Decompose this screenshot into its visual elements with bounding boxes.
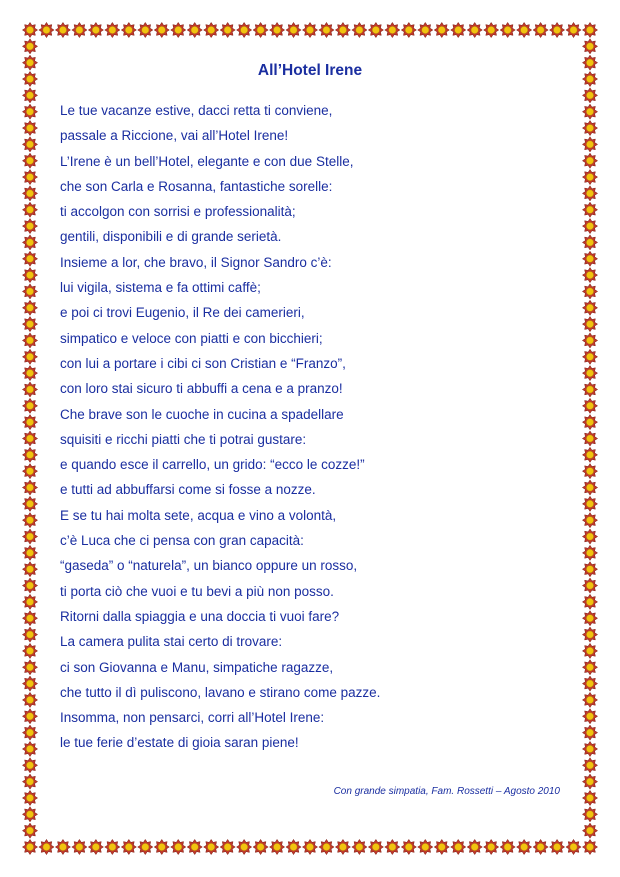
sun-icon xyxy=(582,758,597,773)
sun-icon xyxy=(582,823,597,838)
sun-icon xyxy=(55,839,70,854)
sun-icon xyxy=(286,22,301,37)
sun-icon xyxy=(467,839,482,854)
sun-icon xyxy=(22,153,37,168)
poem-line: e tutti ad abbuffarsi come si fosse a nozze. xyxy=(60,482,316,498)
sun-icon xyxy=(22,39,37,54)
sun-icon xyxy=(582,513,597,528)
sun-icon xyxy=(319,22,334,37)
sun-icon xyxy=(72,839,87,854)
sun-icon xyxy=(171,839,186,854)
sun-icon xyxy=(22,627,37,642)
sun-icon xyxy=(105,22,120,37)
sun-icon xyxy=(204,839,219,854)
sun-icon xyxy=(39,22,54,37)
sun-icon xyxy=(187,22,202,37)
sun-icon xyxy=(582,529,597,544)
sun-icon xyxy=(467,22,482,37)
sun-icon xyxy=(121,22,136,37)
sun-icon xyxy=(401,22,416,37)
sun-icon xyxy=(22,300,37,315)
sun-icon xyxy=(582,186,597,201)
sun-icon xyxy=(72,22,87,37)
poem-line: con loro stai sicuro ti abbuffi a cena e a pranzo! xyxy=(60,381,343,397)
sun-icon xyxy=(319,839,334,854)
sun-icon xyxy=(22,758,37,773)
poem-line: ci son Giovanna e Manu, simpatiche ragazze, xyxy=(60,659,334,675)
sun-icon xyxy=(269,839,284,854)
sun-icon xyxy=(566,22,581,37)
sun-icon xyxy=(582,88,597,103)
sun-icon xyxy=(22,839,37,854)
sun-icon xyxy=(582,709,597,724)
sun-icon xyxy=(582,153,597,168)
sun-icon xyxy=(302,22,317,37)
page-title: All’Hotel Irene xyxy=(257,62,363,79)
sun-icon xyxy=(500,839,515,854)
sun-icon xyxy=(484,839,499,854)
sun-icon xyxy=(302,839,317,854)
sun-icon xyxy=(22,464,37,479)
sun-icon xyxy=(582,366,597,381)
sun-icon xyxy=(418,22,433,37)
signature: Con grande simpatia, Fam. Rossetti – Agosto 2010 xyxy=(333,786,560,797)
sun-icon xyxy=(22,382,37,397)
sun-icon xyxy=(187,839,202,854)
poem-line: ti porta ciò che vuoi e tu bevi a più non posso. xyxy=(60,583,334,599)
poem-line: e quando esce il carrello, un grido: “ecco le cozze!” xyxy=(60,457,365,473)
sun-icon xyxy=(269,22,284,37)
sun-icon xyxy=(22,169,37,184)
sun-icon xyxy=(154,22,169,37)
sun-icon xyxy=(22,137,37,152)
sun-icon xyxy=(237,839,252,854)
sun-icon xyxy=(22,807,37,822)
sun-icon xyxy=(582,317,597,332)
poem-line: La camera pulita stai certo di trovare: xyxy=(60,634,283,650)
sun-icon xyxy=(22,594,37,609)
sun-icon xyxy=(154,839,169,854)
poem-line: e poi ci trovi Eugenio, il Re dei camerieri, xyxy=(60,305,305,321)
sun-icon xyxy=(368,839,383,854)
sun-icon xyxy=(22,643,37,658)
sun-icon xyxy=(582,496,597,511)
sun-icon xyxy=(582,39,597,54)
sun-icon xyxy=(105,839,120,854)
sun-icon xyxy=(582,774,597,789)
sun-icon xyxy=(352,22,367,37)
sun-icon xyxy=(434,839,449,854)
sun-icon xyxy=(22,235,37,250)
sun-icon xyxy=(22,562,37,577)
sun-icon xyxy=(22,496,37,511)
sun-icon xyxy=(22,480,37,495)
sun-icon xyxy=(582,611,597,626)
sun-icon xyxy=(22,513,37,528)
sun-icon xyxy=(22,529,37,544)
poem-line: Insieme a lor, che bravo, il Signor Sandro c’è: xyxy=(60,254,332,270)
sun-icon xyxy=(204,22,219,37)
sun-icon xyxy=(335,839,350,854)
sun-icon xyxy=(22,186,37,201)
sun-icon xyxy=(171,22,186,37)
poem-line: Ritorni dalla spiaggia e una doccia ti vuoi fare? xyxy=(60,608,340,624)
sun-icon xyxy=(582,725,597,740)
sun-icon xyxy=(582,415,597,430)
sun-icon xyxy=(220,839,235,854)
sun-icon xyxy=(533,839,548,854)
sun-icon xyxy=(582,578,597,593)
sun-icon xyxy=(220,22,235,37)
sun-icon xyxy=(22,251,37,266)
poem-line: Insomma, non pensarci, corri all’Hotel Irene: xyxy=(60,710,325,726)
sun-icon xyxy=(582,480,597,495)
poem-line: “gaseda” o “naturela”, un bianco oppure un rosso, xyxy=(60,558,358,574)
sun-icon xyxy=(418,839,433,854)
sun-icon xyxy=(549,22,564,37)
sun-icon xyxy=(566,839,581,854)
poem-line: E se tu hai molta sete, acqua e vino a volontà, xyxy=(60,507,337,523)
poem-line: Le tue vacanze estive, dacci retta ti conviene, xyxy=(60,103,333,118)
sun-icon xyxy=(517,22,532,37)
sun-icon xyxy=(88,22,103,37)
sun-icon xyxy=(582,692,597,707)
sun-icon xyxy=(22,415,37,430)
sun-icon xyxy=(582,22,597,37)
sun-icon xyxy=(22,268,37,283)
poem-line: c’è Luca che ci pensa con gran capacità: xyxy=(60,533,304,549)
sun-icon xyxy=(88,839,103,854)
sun-icon xyxy=(582,447,597,462)
sun-icon xyxy=(582,431,597,446)
sun-icon xyxy=(253,22,268,37)
sun-icon xyxy=(22,349,37,364)
sun-icon xyxy=(582,382,597,397)
sun-icon xyxy=(22,725,37,740)
sun-icon xyxy=(582,284,597,299)
sun-icon xyxy=(582,300,597,315)
poem-line: simpatico e veloce con piatti e con bicchieri; xyxy=(60,330,323,346)
sun-icon xyxy=(582,594,597,609)
sun-icon xyxy=(22,578,37,593)
sun-icon xyxy=(582,643,597,658)
sun-icon xyxy=(582,268,597,283)
sun-icon xyxy=(22,317,37,332)
poem-line: squisiti e ricchi piatti che ti potrai gustare: xyxy=(60,431,307,447)
sun-icon xyxy=(22,741,37,756)
sun-icon xyxy=(22,218,37,233)
sun-icon xyxy=(22,774,37,789)
sun-icon xyxy=(121,839,136,854)
sun-icon xyxy=(533,22,548,37)
sun-icon xyxy=(385,22,400,37)
poem-line: con lui a portare i cibi ci son Cristian e “Franzo”, xyxy=(60,355,346,371)
poem-line: gentili, disponibili e di grande serietà. xyxy=(60,229,282,245)
sun-icon xyxy=(368,22,383,37)
sun-icon xyxy=(582,218,597,233)
sun-icon xyxy=(582,790,597,805)
sun-icon xyxy=(22,333,37,348)
poem-line: che son Carla e Rosanna, fantastiche sorelle: xyxy=(60,178,333,194)
sun-icon xyxy=(22,676,37,691)
sun-icon xyxy=(582,562,597,577)
poem-line: lui vigila, sistema e fa ottimi caffè; xyxy=(60,280,261,296)
sun-icon xyxy=(582,104,597,119)
sun-icon xyxy=(582,464,597,479)
sun-icon xyxy=(582,839,597,854)
sun-icon xyxy=(22,545,37,560)
sun-icon xyxy=(385,839,400,854)
poem-body xyxy=(60,98,560,756)
poem-line: ti accolgon con sorrisi e professionalità; xyxy=(60,204,296,220)
sun-icon xyxy=(582,169,597,184)
sun-icon xyxy=(582,202,597,217)
sun-icon xyxy=(582,676,597,691)
sun-icon xyxy=(451,839,466,854)
sun-icon xyxy=(517,839,532,854)
sun-icon xyxy=(55,22,70,37)
sun-icon xyxy=(138,839,153,854)
sun-icon xyxy=(401,839,416,854)
sun-icon xyxy=(582,545,597,560)
sun-icon xyxy=(22,284,37,299)
sun-icon xyxy=(582,741,597,756)
sun-icon xyxy=(22,660,37,675)
sun-icon xyxy=(22,88,37,103)
sun-icon xyxy=(22,120,37,135)
sun-icon xyxy=(582,627,597,642)
poem-line: Che brave son le cuoche in cucina a spadellare xyxy=(60,406,344,422)
sun-icon xyxy=(22,447,37,462)
sun-icon xyxy=(22,692,37,707)
poem-line: passale a Riccione, vai all’Hotel Irene! xyxy=(60,128,289,144)
sun-icon xyxy=(22,790,37,805)
sun-icon xyxy=(22,709,37,724)
sun-icon xyxy=(434,22,449,37)
sun-icon xyxy=(237,22,252,37)
sun-icon xyxy=(352,839,367,854)
poem-line: le tue ferie d’estate di gioia saran piene! xyxy=(60,735,299,751)
sun-icon xyxy=(253,839,268,854)
sun-icon xyxy=(582,120,597,135)
sun-icon xyxy=(451,22,466,37)
sun-icon xyxy=(582,349,597,364)
sun-icon xyxy=(22,611,37,626)
sun-icon xyxy=(549,839,564,854)
sun-icon xyxy=(582,235,597,250)
sun-icon xyxy=(582,398,597,413)
sun-icon xyxy=(286,839,301,854)
sun-icon xyxy=(484,22,499,37)
sun-icon xyxy=(22,22,37,37)
sun-icon xyxy=(22,398,37,413)
sun-icon xyxy=(582,333,597,348)
sun-icon xyxy=(582,807,597,822)
sun-icon xyxy=(22,823,37,838)
poem-line: che tutto il dì puliscono, lavano e stirano come pazze. xyxy=(60,684,381,700)
sun-icon xyxy=(22,202,37,217)
sun-icon xyxy=(582,137,597,152)
sun-icon xyxy=(582,251,597,266)
sun-icon xyxy=(335,22,350,37)
sun-icon xyxy=(22,431,37,446)
sun-icon xyxy=(22,104,37,119)
poem-line: L’Irene è un bell’Hotel, elegante e con due Stelle, xyxy=(60,153,354,169)
sun-icon xyxy=(22,366,37,381)
sun-icon xyxy=(39,839,54,854)
sun-icon xyxy=(138,22,153,37)
sun-icon xyxy=(582,660,597,675)
sun-icon xyxy=(500,22,515,37)
